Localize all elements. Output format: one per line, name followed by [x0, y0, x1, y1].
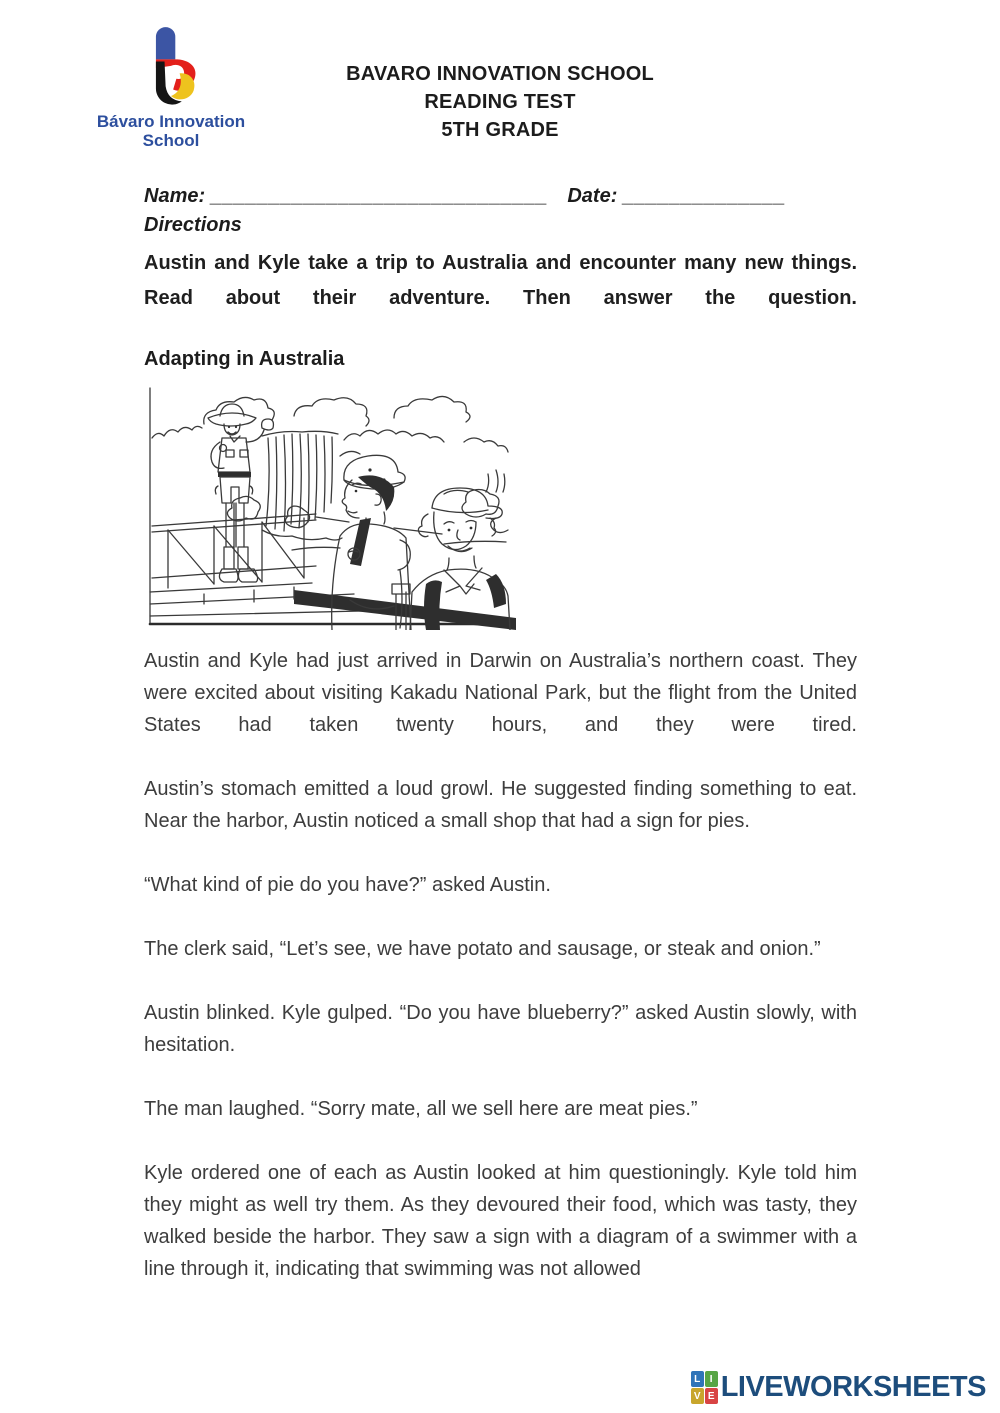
liveworksheets-icon-letter: V [691, 1388, 704, 1404]
directions-line-2: Read about their adventure. Then answer the question. [144, 287, 857, 309]
name-blank: _____________________________ [210, 185, 548, 207]
date-label: Date: [567, 185, 618, 207]
liveworksheets-wordmark: LIVEWORKSHEETS [720, 1371, 986, 1403]
title-line-test: READING TEST [424, 91, 576, 113]
story-paragraph: Austin and Kyle had just arrived in Darwin on Australia’s northern coast. They were excited about visiting Kakadu National Park, but the flight from the United States had taken twenty hours, and they were tired. [144, 650, 857, 736]
story-paragraph: Kyle ordered one of each as Austin looked at him questioningly. Kyle told him they might as well try them. As they devoured their food, which was tasty, they walked beside the harbor. They saw a sign with a diagram of a swimmer with a line through it, indicating that swimming was not allowed [144, 1162, 857, 1280]
story-title: Adapting in Australia [144, 348, 345, 370]
liveworksheets-icon-letter: E [705, 1388, 718, 1404]
story-paragraph: Austin blinked. Kyle gulped. “Do you have blueberry?” asked Austin slowly, with hesitation. [144, 1002, 857, 1056]
document-title [250, 60, 750, 144]
title-line-school: BAVARO INNOVATION SCHOOL [346, 63, 654, 85]
liveworksheets-icon-letter: L [691, 1371, 704, 1387]
school-logo-icon [138, 26, 204, 110]
directions-text [144, 246, 857, 316]
directions-label: Directions [144, 214, 242, 236]
date-blank: ______________ [622, 185, 786, 207]
school-logo-line2: School [142, 131, 200, 150]
school-logo-text [96, 112, 246, 150]
story-paragraph: Austin’s stomach emitted a loud growl. He suggested finding something to eat. Near the harbor, Austin noticed a small shop that had a sign for pies. [144, 778, 857, 832]
story-illustration [144, 378, 516, 630]
directions-line-1: Austin and Kyle take a trip to Australia and encounter many new things. [144, 252, 857, 274]
story-paragraph: The man laughed. “Sorry mate, all we sell here are meat pies.” [144, 1098, 698, 1120]
liveworksheets-logo [691, 1371, 986, 1404]
title-line-grade: 5TH GRADE [441, 119, 559, 141]
name-date-line [144, 185, 857, 208]
story-paragraph: The clerk said, “Let’s see, we have potato and sausage, or steak and onion.” [144, 938, 821, 960]
liveworksheets-icon [691, 1371, 718, 1404]
school-logo-line1: Bávaro Innovation [96, 112, 246, 131]
story-body [144, 645, 857, 1317]
liveworksheets-icon-letter: I [705, 1371, 718, 1387]
school-logo [96, 26, 246, 150]
name-label: Name: [144, 185, 206, 207]
story-paragraph: “What kind of pie do you have?” asked Austin. [144, 874, 551, 896]
